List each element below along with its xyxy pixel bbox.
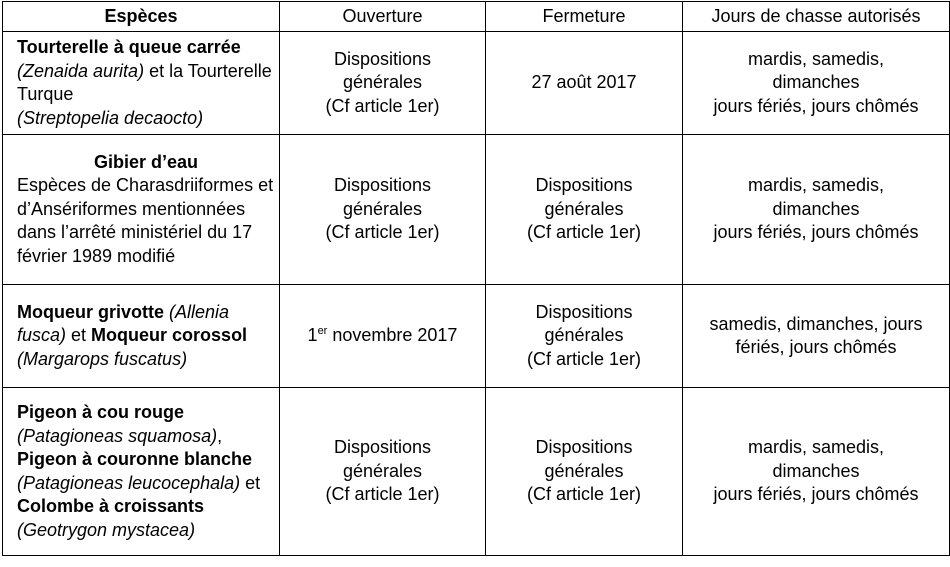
closing-line: Dispositions xyxy=(535,437,633,458)
table-row xyxy=(3,32,950,135)
days-line: mardis, samedis, xyxy=(747,437,885,458)
closing-line: (Cf article 1er) xyxy=(526,348,642,369)
closing-line: (Cf article 1er) xyxy=(526,484,642,505)
species-latin: (Margarops fuscatus) xyxy=(17,348,188,369)
closing-line: Dispositions xyxy=(535,301,633,322)
species-name: Colombe à croissants xyxy=(17,496,205,516)
opening-line: générales xyxy=(342,198,423,219)
species-text: Espèces de Charasdriiformes et d’Ansériformes mentionnées dans l’arrêté ministériel du 17 février 1989 modifié xyxy=(17,175,274,266)
header-closing: Fermeture xyxy=(486,2,683,32)
species-latin: (Geotrygon mystacea) xyxy=(17,519,196,540)
days-cell xyxy=(683,285,950,388)
closing-line: Dispositions xyxy=(535,175,633,196)
species-text: et la Tourterelle Turque xyxy=(17,60,272,104)
species-name: Gibier d’eau xyxy=(93,151,199,172)
opening-line: Dispositions xyxy=(333,175,432,196)
species-text: , xyxy=(217,425,223,446)
header-opening: Ouverture xyxy=(280,2,486,32)
opening-cell xyxy=(280,285,486,388)
days-line: jours fériés, jours chômés xyxy=(713,484,919,505)
opening-line: (Cf article 1er) xyxy=(325,484,440,505)
species-latin: (Patagioneas leucocephala) xyxy=(17,472,241,493)
days-line: dimanches xyxy=(772,72,860,93)
species-name: Pigeon à cou rouge xyxy=(17,402,185,422)
opening-line: générales xyxy=(342,460,423,481)
species-name: Moqueur grivotte xyxy=(17,301,164,322)
opening-line: Dispositions xyxy=(333,437,432,458)
species-name: Pigeon à couronne blanche xyxy=(17,449,253,469)
days-line: mardis, samedis, xyxy=(747,175,885,196)
table-row xyxy=(3,285,950,388)
species-latin: (Zenaida aurita) xyxy=(17,60,145,81)
days-line: dimanches xyxy=(772,198,860,219)
header-row xyxy=(3,2,950,32)
species-cell xyxy=(3,388,280,556)
species-cell xyxy=(3,135,280,285)
days-line: fériés, jours chômés xyxy=(735,337,897,357)
species-latin: (Allenia fusca) xyxy=(17,301,230,346)
days-line: samedis, dimanches, jours xyxy=(709,313,923,334)
closing-cell xyxy=(486,388,683,556)
species-cell xyxy=(3,285,280,388)
species-latin: (Patagioneas squamosa) xyxy=(17,425,218,446)
table-row xyxy=(3,388,950,556)
species-text: et xyxy=(66,325,92,346)
opening-cell xyxy=(280,135,486,285)
opening-line: (Cf article 1er) xyxy=(325,222,440,243)
closing-line: (Cf article 1er) xyxy=(526,222,642,243)
opening-line: (Cf article 1er) xyxy=(325,95,440,116)
species-cell xyxy=(3,32,280,135)
days-line: jours fériés, jours chômés xyxy=(713,222,919,243)
days-line: jours fériés, jours chômés xyxy=(713,95,919,116)
closing-line: générales xyxy=(544,325,624,346)
closing-cell xyxy=(486,32,683,135)
species-name: Moqueur corossol xyxy=(91,325,248,346)
header-days: Jours de chasse autorisés xyxy=(683,2,950,32)
species-name: Tourterelle à queue carrée xyxy=(17,37,241,57)
days-cell xyxy=(683,135,950,285)
opening-day: 1 xyxy=(307,325,318,346)
opening-cell xyxy=(280,32,486,135)
hunting-periods-table xyxy=(2,1,950,556)
species-latin: (Streptopelia decaocto) xyxy=(17,107,204,128)
opening-ordinal: er xyxy=(317,325,328,338)
days-cell xyxy=(683,32,950,135)
days-line: mardis, samedis, xyxy=(747,48,885,69)
opening-line: générales xyxy=(342,72,423,93)
closing-cell xyxy=(486,285,683,388)
species-text: et xyxy=(240,472,261,493)
header-species: Espèces xyxy=(3,2,280,32)
closing-date: 27 août 2017 xyxy=(531,72,637,93)
table-row xyxy=(3,135,950,285)
opening-line: Dispositions xyxy=(333,48,432,69)
opening-month: novembre 2017 xyxy=(327,325,458,346)
closing-line: générales xyxy=(544,460,624,481)
closing-cell xyxy=(486,135,683,285)
days-line: dimanches xyxy=(772,460,860,481)
days-cell xyxy=(683,388,950,556)
closing-line: générales xyxy=(544,198,624,219)
opening-cell xyxy=(280,388,486,556)
